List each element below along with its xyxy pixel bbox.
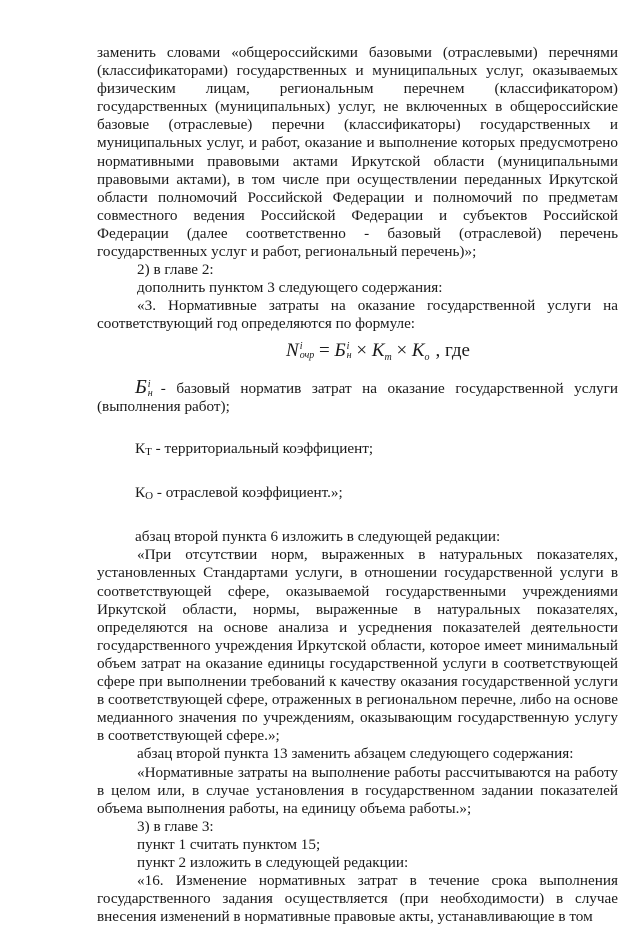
- formula-times-2: ×: [396, 339, 408, 361]
- paragraph-point-6-intro: абзац второй пункта 6 изложить в следующей редакции:: [135, 528, 501, 546]
- definition-base-norm: [97, 375, 618, 417]
- paragraph-replace-words: заменить словами «общероссийскими базовыми (отраслевыми) перечнями (классификаторами) государственных и муниципальных услуг, оказываемых физическим лицам, региональным перечнем (классификатором) государственных (муниципальных) услуг, не включенных в общероссийские базовые (отраслевые) перечни (классификаторы) государственных и муниципальных услуг, и работ, оказание и выполнение которых предусмотрено нормативными правовыми актами Иркутской области (муниципальными правовыми актами), в том числе при осуществлении переданных Иркутской области полномочий Российской Федерации и полномочий по предметам совместного ведения Российской Федерации и субъектов Российской Федерации (далее соответственно - базовый (отраслевой) перечень государственных услуг и работ, региональный перечень)»;: [97, 44, 618, 261]
- paragraph-point-6-text: «При отсутствии норм, выраженных в натуральных показателях, установленных Стандартами услуги, в отношении государственной услуги в соответствующей сфере, оказываемой государственными учреждениями Иркутской области, нормы, выраженные в натуральных показателях, определяются на основе анализа и усреднения показателей деятельности государственного учреждения Иркутской области, которое имеет минимальный объем затрат на оказание единицы государственной услуги в соответствующей сфере при выполнении требований к качеству оказания государственной услуги в соответствующей сфере, отраженных в региональном перечне, либо на основе медианного значения по учреждениям, оказывающим государственную услугу в соответствующей сфере.»;: [97, 546, 618, 745]
- paragraph-chapter-2: 2) в главе 2:: [137, 261, 214, 279]
- formula-ko: К: [411, 339, 425, 361]
- paragraph-point-3: «3. Нормативные затраты на оказание государственной услуги на соответствующий год определяются по формуле:: [97, 297, 618, 333]
- paragraph-renumber-point-1: пункт 1 считать пунктом 15;: [137, 835, 321, 853]
- formula-lhs: N: [286, 339, 299, 361]
- formula-tail: , где: [435, 339, 470, 361]
- paragraph-chapter-3: 3) в главе 3:: [137, 817, 214, 835]
- formula-kt-sub: т: [384, 351, 392, 363]
- paragraph-point-13-intro: абзац второй пункта 13 заменить абзацем следующего содержания:: [137, 745, 574, 763]
- base-norm-symbol: Б i н: [135, 375, 153, 400]
- paragraph-add-point-3: дополнить пунктом 3 следующего содержания:: [137, 279, 443, 297]
- formula-equals: =: [318, 339, 330, 361]
- formula-base: Б: [334, 339, 346, 361]
- definition-base-norm-text: - базовый норматив затрат на оказание государственной услуги (выполнения работ);: [97, 379, 618, 416]
- cost-formula: [97, 339, 618, 370]
- formula-base-indices: i н: [346, 341, 352, 362]
- paragraph-point-2-intro: пункт 2 изложить в следующей редакции:: [137, 853, 409, 871]
- formula-ko-sub: о: [424, 351, 430, 363]
- paragraph-point-13-text: «Нормативные затраты на выполнение работы рассчитываются на работу в целом или, в случае установления в государственном задании показателей объема выполнения работы, на единицу объема работы.»;: [97, 763, 618, 817]
- definition-territorial-coefficient: КТ - территориальный коэффициент;: [135, 440, 374, 459]
- formula-lhs-indices: i очр: [299, 341, 315, 362]
- formula-kt: К: [371, 339, 385, 361]
- paragraph-point-16: «16. Изменение нормативных затрат в течение срока выполнения государственного задания осуществляется (при необходимости) в случае внесения изменений в нормативные правовые акты, устанавливающие в том: [97, 872, 618, 926]
- formula-times-1: ×: [356, 339, 368, 361]
- definition-sector-coefficient: КО - отраслевой коэффициент.»;: [135, 484, 343, 503]
